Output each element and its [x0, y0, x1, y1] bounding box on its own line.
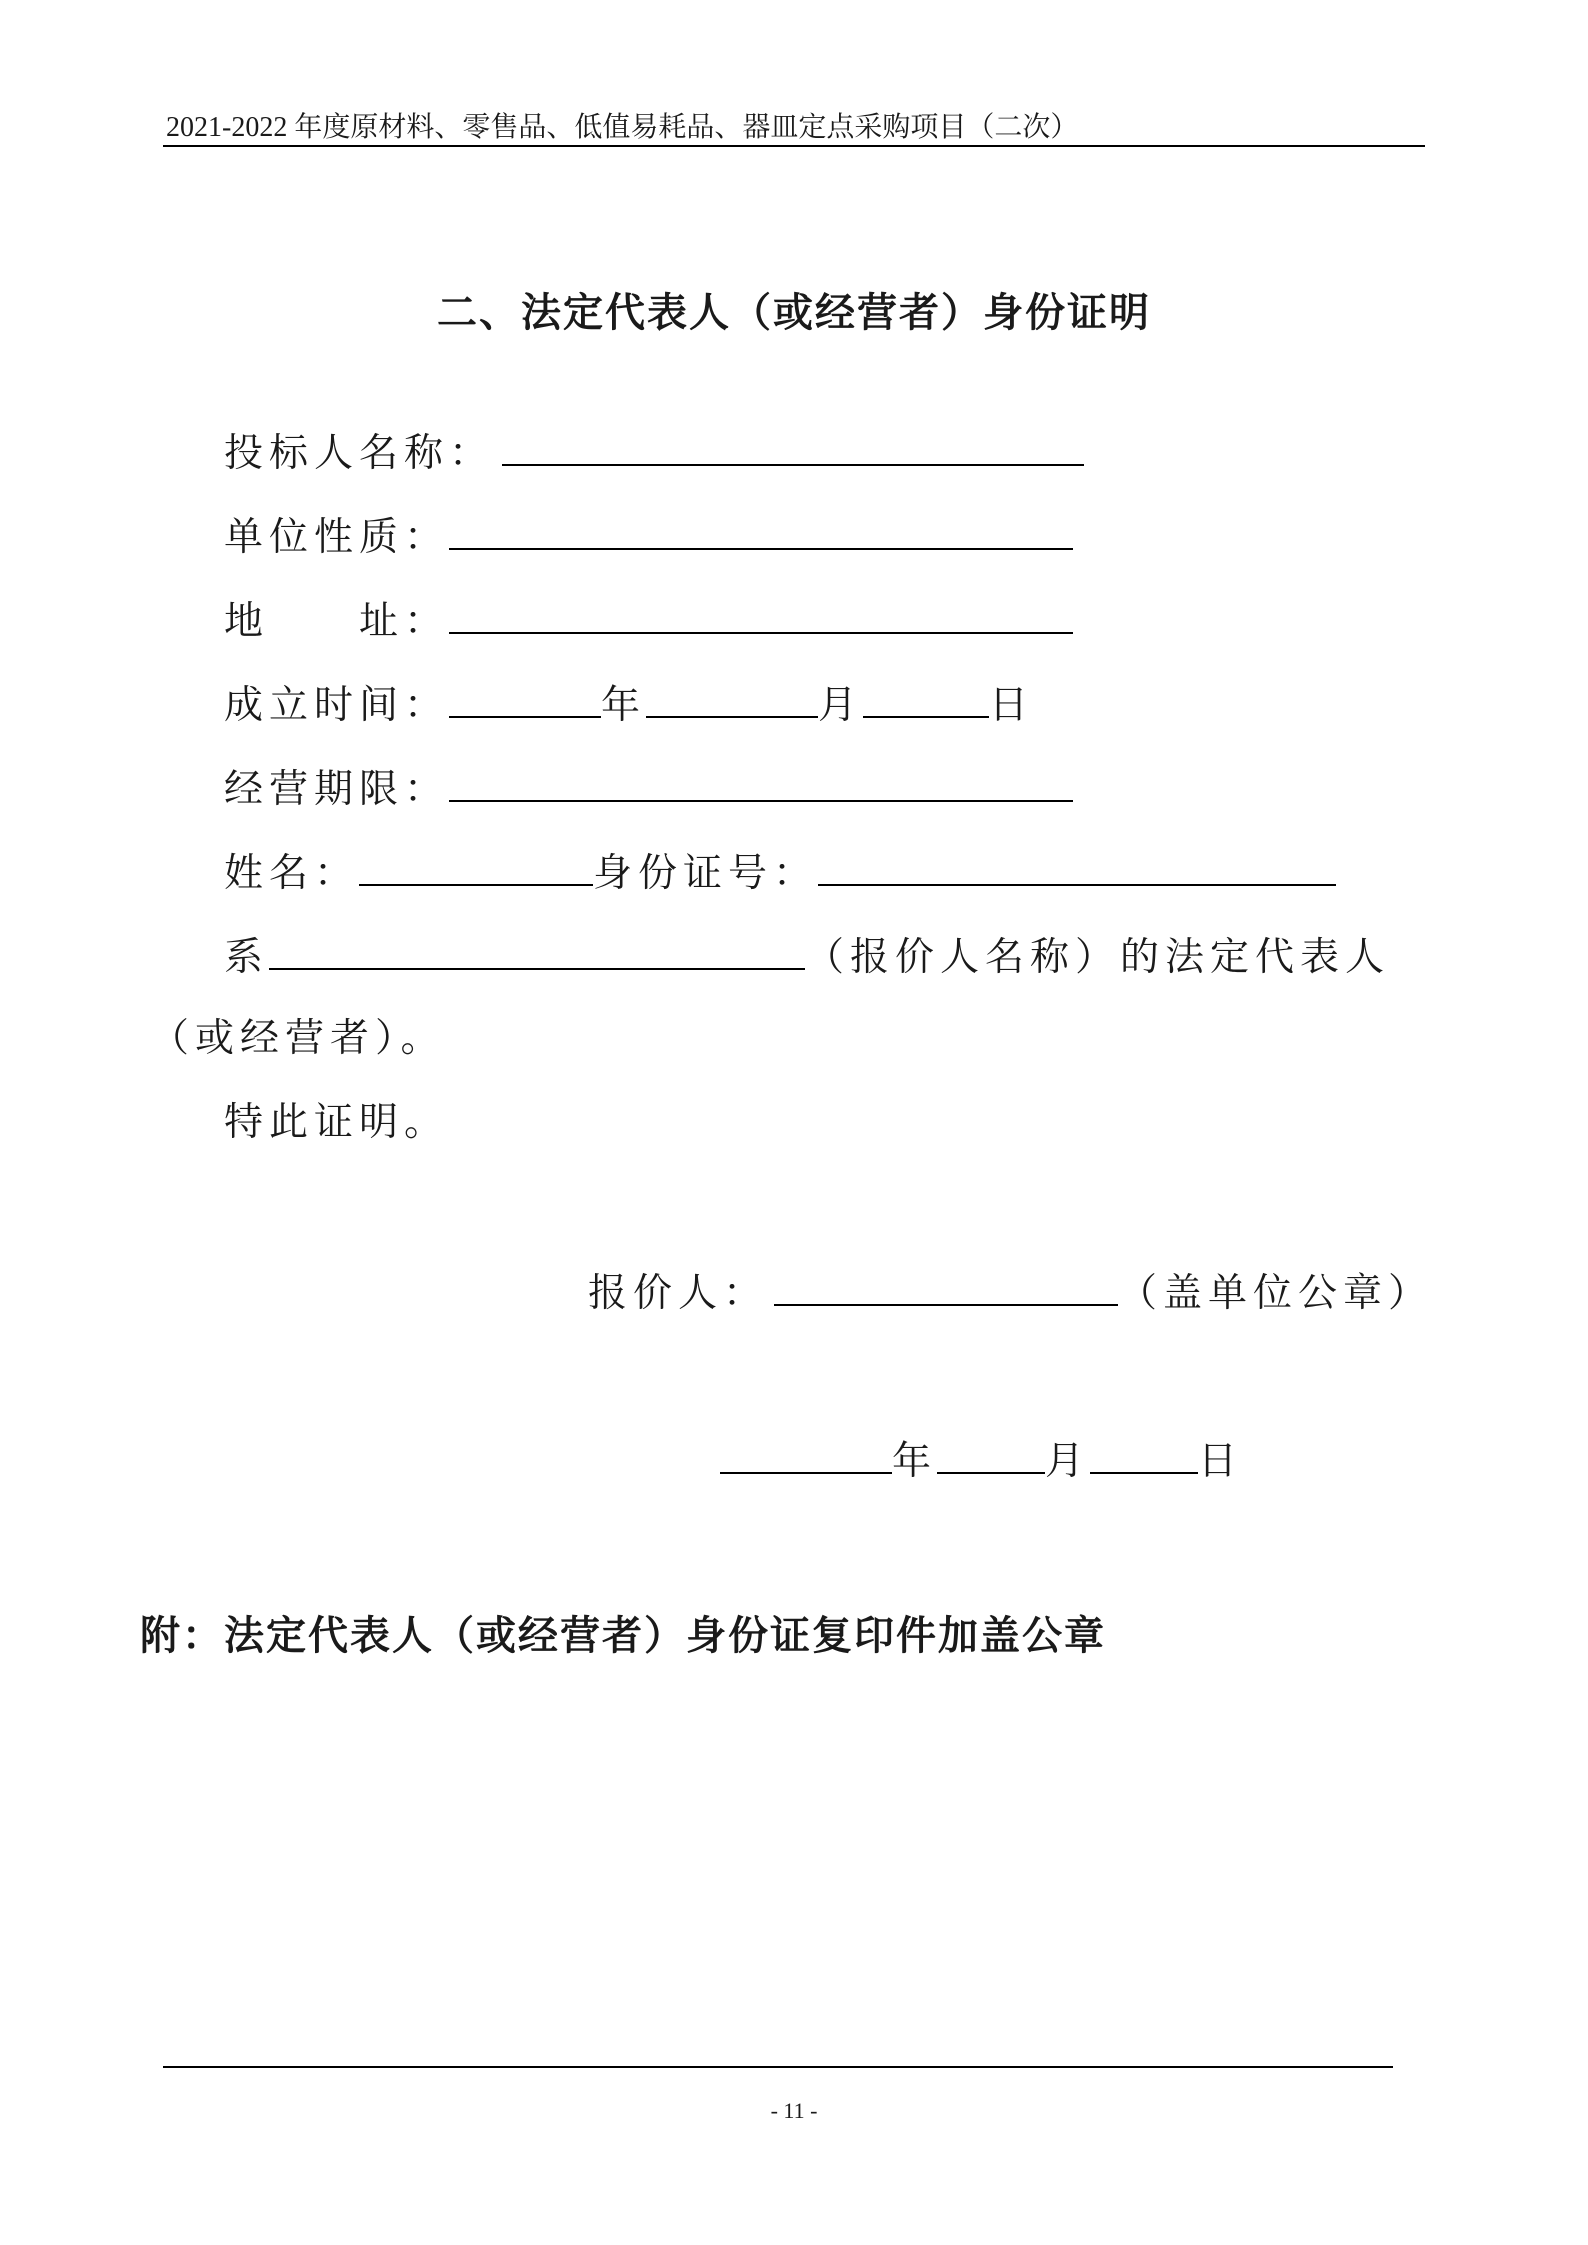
quoter-name-blank[interactable] [269, 932, 805, 970]
operation-period-label: 经营期限： [224, 767, 450, 812]
bidder-name-blank[interactable] [502, 428, 1084, 466]
established-row [224, 680, 1034, 729]
attachment-note: 附：法定代表人（或经营者）身份证复印件加盖公章 [140, 1613, 1106, 1659]
sign-month-blank[interactable] [937, 1436, 1045, 1474]
relation-row [224, 932, 1390, 981]
unit-nature-label: 单位性质： [224, 515, 450, 560]
id-number-label: 身份证号： [593, 851, 819, 896]
quoter-signature-blank[interactable] [774, 1268, 1118, 1306]
established-year-unit: 年 [601, 683, 647, 728]
sign-month-unit: 月 [1045, 1439, 1091, 1484]
established-month-unit: 月 [818, 683, 864, 728]
sign-year-unit: 年 [892, 1439, 938, 1484]
address-row [224, 596, 1073, 645]
name-blank[interactable] [359, 848, 593, 886]
header-divider [163, 145, 1425, 147]
id-number-blank[interactable] [818, 848, 1336, 886]
address-label: 地 址： [224, 599, 450, 644]
relation-continuation: （或经营者）。 [150, 1016, 446, 1061]
name-id-row [224, 848, 1336, 897]
name-label: 姓名： [224, 851, 360, 896]
document-title: 二、法定代表人（或经营者）身份证明 [437, 290, 1151, 336]
page-number: - 11 - [770, 2098, 818, 2123]
sign-day-unit: 日 [1198, 1439, 1244, 1484]
established-label: 成立时间： [224, 683, 450, 728]
operation-period-blank[interactable] [449, 764, 1073, 802]
address-blank[interactable] [449, 596, 1073, 634]
quoter-label: 报价人： [588, 1271, 769, 1316]
relation-prefix: 系 [224, 935, 270, 980]
established-month-blank[interactable] [646, 680, 818, 718]
bidder-name-label: 投标人名称： [224, 431, 495, 476]
footer-divider [163, 2066, 1393, 2068]
certify-text: 特此证明。 [224, 1100, 450, 1145]
signature-date-row [720, 1436, 1243, 1485]
header-title: 2021-2022 年度原材料、零售品、低值易耗品、器皿定点采购项目（二次） [166, 112, 1079, 143]
unit-nature-row [224, 512, 1073, 561]
seal-note: （盖单位公章） [1118, 1271, 1434, 1316]
operation-period-row [224, 764, 1073, 813]
established-day-unit: 日 [989, 683, 1035, 728]
unit-nature-blank[interactable] [449, 512, 1073, 550]
sign-year-blank[interactable] [720, 1436, 892, 1474]
bidder-name-row [224, 428, 1084, 477]
relation-suffix: （报价人名称）的法定代表人 [805, 935, 1391, 980]
sign-day-blank[interactable] [1090, 1436, 1198, 1474]
established-year-blank[interactable] [449, 680, 601, 718]
signature-row [588, 1268, 1433, 1317]
established-day-blank[interactable] [863, 680, 989, 718]
